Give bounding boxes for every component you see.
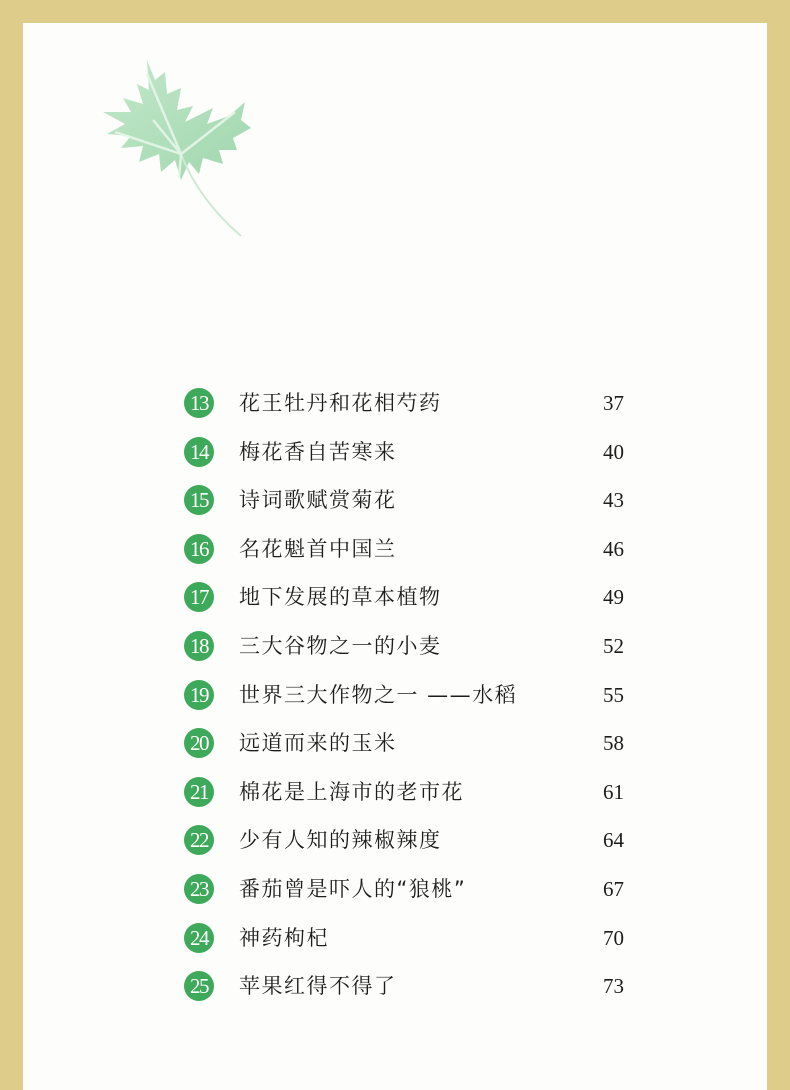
- page-number: 37: [603, 391, 624, 415]
- chapter-title: 名花魁首中国兰: [239, 536, 397, 561]
- chapter-title: 苹果红得不得了: [239, 974, 397, 999]
- toc-entry[interactable]: [184, 629, 624, 663]
- page-number: 67: [603, 877, 624, 901]
- toc-entry[interactable]: [184, 678, 624, 712]
- chapter-title: 三大谷物之一的小麦: [239, 634, 442, 658]
- page-number: 70: [603, 925, 624, 950]
- toc-entry[interactable]: [184, 872, 624, 906]
- chapter-number-badge: 23: [184, 874, 214, 904]
- toc-entry[interactable]: [184, 435, 624, 469]
- page-number: 55: [603, 682, 624, 707]
- chapter-number-badge: 19: [184, 680, 214, 710]
- chapter-number-badge: 24: [184, 923, 214, 953]
- chapter-title: 神药枸杞: [239, 925, 329, 950]
- page-number: 46: [603, 536, 624, 561]
- chapter-number-badge: 16: [184, 534, 214, 564]
- chapter-number-badge: 18: [184, 631, 214, 661]
- toc-entry[interactable]: [184, 386, 624, 420]
- toc-entry[interactable]: [184, 823, 624, 857]
- chapter-title: 少有人知的辣椒辣度: [239, 828, 442, 853]
- chapter-title: 世界三大作物之一 ——水稻: [239, 682, 518, 707]
- toc-entry[interactable]: [184, 775, 624, 809]
- chapter-number-badge: 15: [184, 485, 214, 515]
- chapter-title: 棉花是上海市的老市花: [239, 779, 464, 804]
- chapter-number-badge: 25: [184, 971, 214, 1001]
- toc-entry[interactable]: [184, 532, 624, 566]
- chapter-number-badge: 21: [184, 777, 214, 807]
- page-number: 49: [603, 585, 624, 610]
- toc-entry[interactable]: [184, 580, 624, 614]
- page-number: 61: [603, 779, 624, 804]
- chapter-number-badge: 17: [184, 582, 214, 612]
- chapter-title: 梅花香自苦寒来: [239, 439, 397, 464]
- toc-entry[interactable]: [184, 483, 624, 517]
- page-number: 58: [603, 731, 624, 756]
- chapter-title: 番茄曾是吓人的“狼桃”: [239, 877, 467, 901]
- chapter-title: 花王牡丹和花相芍药: [239, 391, 442, 415]
- chapter-number-badge: 14: [184, 437, 214, 467]
- chapter-number-badge: 22: [184, 825, 214, 855]
- toc-entry[interactable]: [184, 969, 624, 1003]
- page-number: 52: [603, 634, 624, 658]
- chapter-number-badge: 13: [184, 388, 214, 418]
- chapter-title: 诗词歌赋赏菊花: [239, 488, 397, 513]
- page-number: 64: [603, 828, 624, 853]
- chapter-number-badge: 20: [184, 728, 214, 758]
- page-number: 40: [603, 439, 624, 464]
- page-number: 73: [603, 974, 624, 999]
- page-number: 43: [603, 488, 624, 513]
- toc-entry[interactable]: [184, 921, 624, 955]
- chapter-title: 地下发展的草本植物: [239, 585, 442, 610]
- toc-entry[interactable]: [184, 726, 624, 760]
- chapter-title: 远道而来的玉米: [239, 731, 397, 756]
